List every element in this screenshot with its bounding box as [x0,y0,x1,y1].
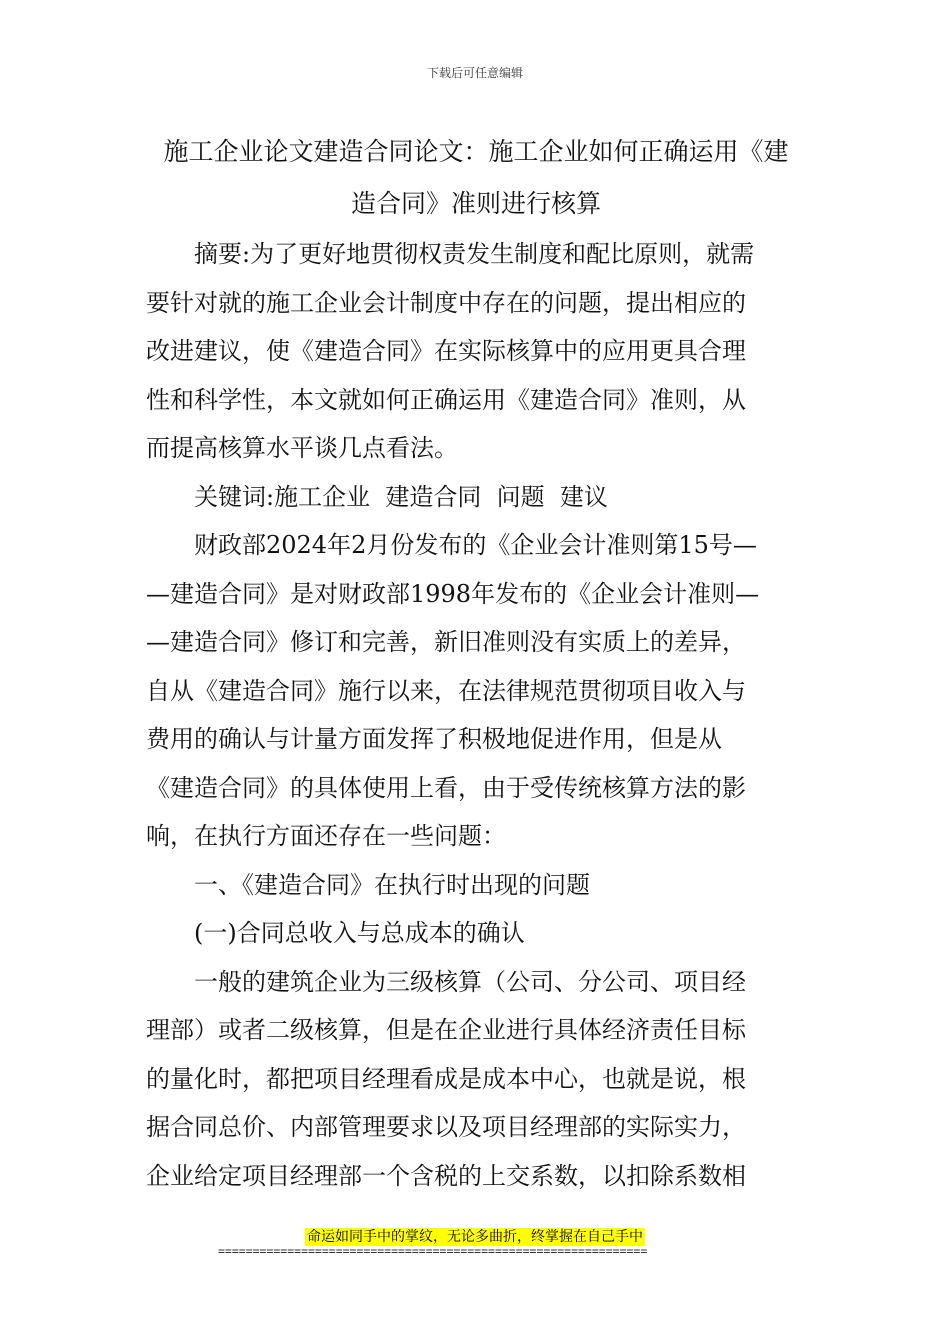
abstract-line: 性和科学性，本文就如何正确运用《建造合同》准则，从 [146,385,746,414]
document-title [146,126,806,230]
title-line-1: 施工企业论文建造合同论文：施工企业如何正确运用《建 [163,137,789,166]
intro-line: —建造合同》是对财政部1998年发布的《企业会计准则— [146,579,760,608]
footer-rule: ============================================================== [218,1244,648,1258]
abstract-line: 要针对就的施工企业会计制度中存在的问题，提出相应的 [146,288,746,317]
keywords-line: 关键词:施工企业 建造合同 问题 建议 [194,482,608,511]
intro-line: 费用的确认与计量方面发挥了积极地促进作用，但是从 [146,725,722,753]
footer-banner-text: 命运如同手中的掌纹，无论多曲折，终掌握在自己手中 [307,1229,643,1245]
section-heading-text: 一、《建造合同》在执行时出现的问题 [194,870,590,899]
body-line: 据合同总价、内部管理要求以及项目经理部的实际实力， [146,1113,746,1141]
document-body [146,120,806,1200]
intro-line: 响，在执行方面还存在一些问题： [146,822,506,850]
intro-line: —建造合同》修订和完善，新旧准则没有实质上的差异， [146,628,746,656]
section-heading [146,861,806,910]
page-header: 下载后可任意编辑 [426,66,523,80]
body-line: 理部）或者二级核算，但是在企业进行具体经济责任目标 [146,1016,746,1044]
keywords-paragraph [146,473,806,522]
body-paragraph [146,958,806,1201]
body-line: 企业给定项目经理部一个含税的上交系数，以扣除系数相 [146,1161,746,1190]
intro-line: 财政部2024年2月份发布的《企业会计准则第15号— [194,531,757,559]
intro-line: 自从《建造合同》施行以来，在法律规范贯彻项目收入与 [146,676,746,705]
body-line: 的量化时，都把项目经理看成是成本中心，也就是说，根 [146,1064,746,1093]
intro-paragraph [146,521,806,861]
abstract-line: 改进建议，使《建造合同》在实际核算中的应用更具合理 [146,337,746,365]
abstract-paragraph [146,230,806,473]
footer-banner [0,1226,950,1246]
intro-line: 《建造合同》的具体使用上看，由于受传统核算方法的影 [146,773,746,802]
title-line-2: 造合同》准则进行核算 [350,189,601,218]
abstract-line: 而提高核算水平谈几点看法。 [146,434,458,462]
body-line: 一般的建筑企业为三级核算（公司、分公司、项目经 [194,967,746,996]
abstract-line: 摘要:为了更好地贯彻权责发生制度和配比原则，就需 [194,240,755,268]
subsection-heading [146,909,806,958]
subsection-heading-text: (一)合同总收入与总成本的确认 [194,919,525,947]
